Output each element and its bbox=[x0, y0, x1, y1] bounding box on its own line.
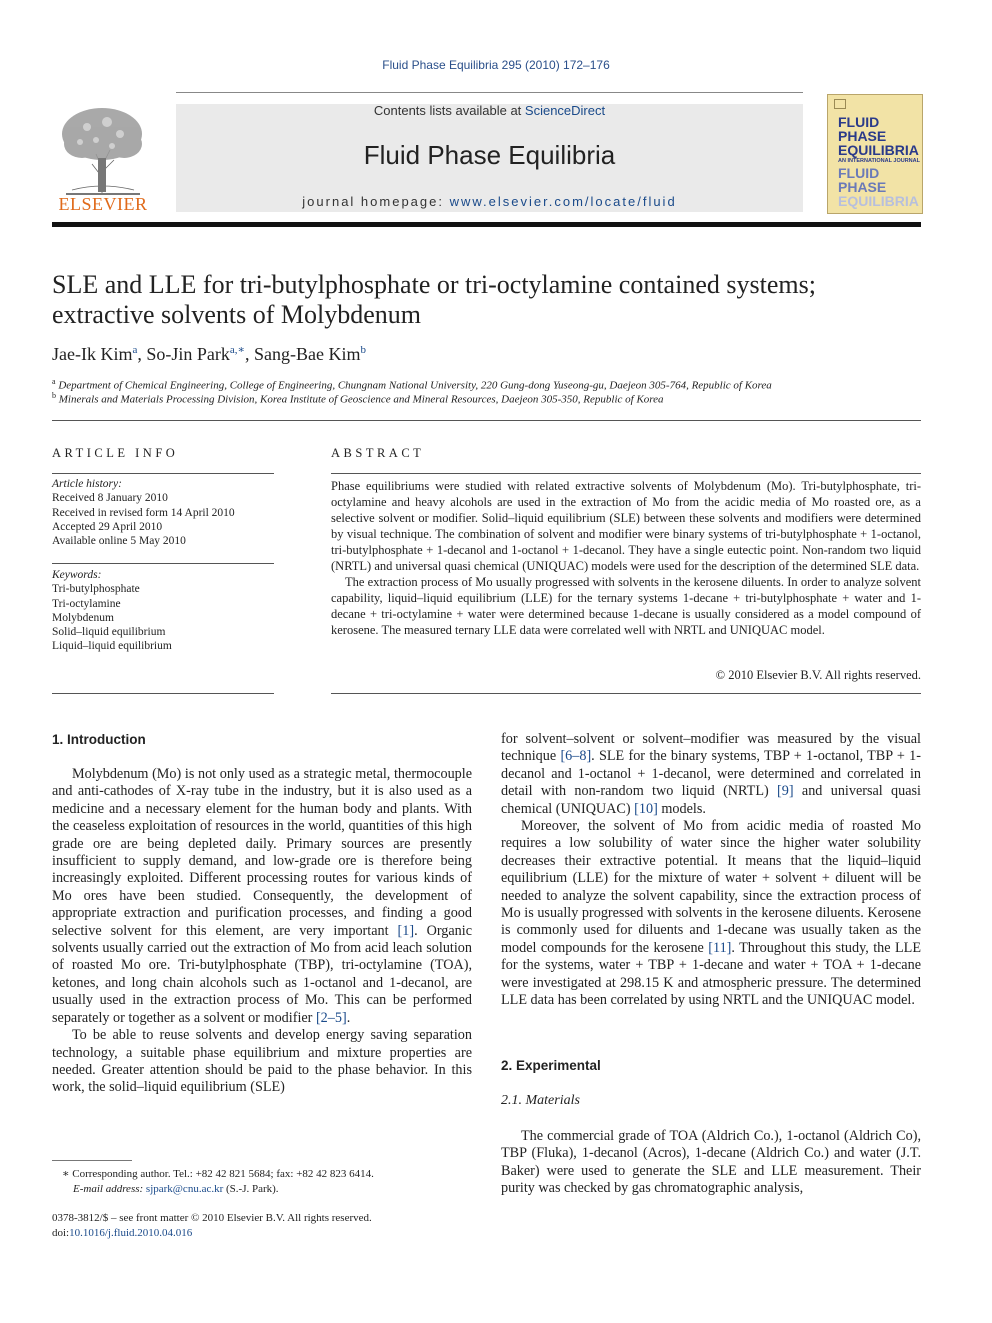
footnote-rule bbox=[52, 1160, 132, 1161]
left-column-text bbox=[52, 766, 472, 1097]
text-run: and universal quasi chemical (UNIQUAC) bbox=[501, 783, 921, 817]
citation-link[interactable]: [11] bbox=[708, 939, 732, 956]
author-affil-marker[interactable]: a,∗ bbox=[229, 344, 245, 356]
sciencedirect-link[interactable]: ScienceDirect bbox=[524, 103, 606, 118]
keywords bbox=[52, 568, 274, 654]
author-affil-marker[interactable]: a bbox=[132, 344, 138, 356]
history-received: Received 8 January 2010 bbox=[52, 492, 168, 505]
journal-title: Fluid Phase Equilibria bbox=[363, 140, 616, 170]
citation-link[interactable]: [2–5] bbox=[315, 1009, 347, 1026]
article-info-label: ARTICLE INFO bbox=[52, 446, 179, 460]
affiliation-a bbox=[52, 377, 772, 392]
materials-text bbox=[501, 1128, 921, 1198]
article-history bbox=[52, 477, 274, 548]
doi-prefix: doi: bbox=[52, 1226, 70, 1239]
cover-title bbox=[838, 115, 922, 208]
text-run: . bbox=[346, 1009, 351, 1026]
abstract-rule bbox=[331, 473, 921, 474]
keyword-item: Tri-butylphosphate bbox=[52, 583, 140, 596]
text-run: . Organic solvents usually carried out the extraction of Mo from acid leach solution of roasted Mo ore. Tri-butylphosphate (TBP), tri-octylamine (TOA), ketones, and long chain alcohols such as 1-octanol and 1-decanol, are usually used in the extraction process of Mo. This can be performed separately or together as a solvent or modifier bbox=[52, 922, 473, 1026]
corresponding-author-footnote bbox=[62, 1167, 472, 1196]
subsection-heading-materials: 2.1. Materials bbox=[501, 1093, 580, 1108]
keyword-item: Solid–liquid equilibrium bbox=[52, 626, 166, 639]
corresponding-author-text: ∗ Corresponding author. Tel.: +82 42 821 5684; fax: +82 42 823 6414. bbox=[62, 1168, 374, 1180]
homepage-line bbox=[176, 194, 803, 209]
citation-link[interactable]: [9] bbox=[777, 783, 794, 800]
text-run: models. bbox=[657, 800, 706, 817]
abstract-paragraph-1: Phase equilibriums were studied with related extractive solvents of Molybdenum (Mo). Tri-butylphosphate, tri-octylamine and heavy alcohols are used in the extraction of Mo from the acidic media of Mo roasted ore, as a selective solvent or modifier. Solid–liquid equilibrium (SLE) between these solvents and modifiers were determined by visual technique. The combination of solvent and modifier were binary systems of tri-butylphosphate + 1-octanol, tri-butylphosphate + 1-decanol and 1-octanol + 1-decanol. They have a single eutectic point. Non-random two liquid (NRTL) and universal quasi chemical (UNIQUAC) models were used for the description of the determined SLE data. bbox=[331, 479, 921, 573]
history-accepted: Accepted 29 April 2010 bbox=[52, 520, 163, 533]
author-list bbox=[52, 343, 366, 365]
email-label: E-mail address: bbox=[73, 1182, 146, 1195]
article-history-label: Article history: bbox=[52, 478, 122, 490]
citation-link[interactable]: [10] bbox=[634, 800, 658, 817]
author-name[interactable]: Sang-Bae Kim bbox=[254, 344, 361, 364]
affiliation-marker: b bbox=[52, 391, 56, 400]
homepage-link[interactable]: www.elsevier.com/locate/fluid bbox=[449, 194, 677, 209]
text-run: for solvent–solvent or solvent–modifier was measured by the visual technique bbox=[501, 731, 921, 765]
section-heading-experimental: 2. Experimental bbox=[501, 1058, 601, 1073]
section-heading-introduction: 1. Introduction bbox=[52, 732, 146, 747]
intro-paragraph-2: To be able to reuse solvents and develop energy saving separation technology, a suitable phase equilibrium and mixture properties are needed. Greater attention should be paid to the phase behavior. In this work, the solid–liquid equilibrium (SLE) bbox=[52, 1027, 472, 1096]
abstract-copyright: © 2010 Elsevier B.V. All rights reserved. bbox=[715, 668, 921, 682]
text-run: Moreover, the solvent of Mo from acidic media of roasted Mo requires a low solubility of water since the higher water solubility decreases their extractive potential. It means that the liquid–liquid equilibrium (LLE) for the mixture of water + solvent + diluent will be needed to analyze the solvent capability, since the extraction process of Mo is usually progressed with solvents in the kerosene diluents. Kerosene is commonly used for diluents and 1-decane was usually taken as the model compounds for the kerosene bbox=[501, 818, 921, 956]
abstract-text bbox=[331, 478, 921, 638]
author-name[interactable]: So-Jin Park bbox=[146, 344, 230, 364]
affiliation-text: Minerals and Materials Processing Division, Korea Institute of Geoscience and Mineral Resources, Daejeon 305-350, Republic of Korea bbox=[58, 393, 664, 406]
homepage-prefix: journal homepage: bbox=[302, 194, 450, 209]
keyword-item: Tri-octylamine bbox=[52, 597, 121, 610]
history-revised: Received in revised form 14 April 2010 bbox=[52, 506, 235, 519]
contents-prefix: Contents lists available at bbox=[373, 103, 525, 118]
text-run: . SLE for the binary systems, TBP + 1-octanol, TBP + 1-decanol and 1-octanol + 1-decanol, were determined and correlated in detail with non-random two liquid (NRTL) bbox=[501, 748, 921, 800]
affiliation-marker: a bbox=[52, 377, 56, 386]
cover-line-3: AN INTERNATIONAL JOURNAL bbox=[838, 158, 920, 164]
doi-link[interactable]: 10.1016/j.fluid.2010.04.016 bbox=[69, 1226, 193, 1239]
intro-paragraph-1 bbox=[52, 766, 472, 1027]
citation-link[interactable]: [1] bbox=[397, 922, 415, 939]
issn-line: 0378-3812/$ – see front matter © 2010 Elsevier B.V. All rights reserved. bbox=[52, 1212, 372, 1224]
cover-badge-icon bbox=[834, 99, 846, 109]
journal-cover[interactable] bbox=[827, 94, 923, 214]
abstract-label: ABSTRACT bbox=[331, 446, 425, 460]
article-title-line-1: SLE and LLE for tri-butylphosphate or tri-octylamine contained systems; bbox=[52, 270, 816, 299]
journal-reference[interactable]: Fluid Phase Equilibria 295 (2010) 172–176 bbox=[382, 58, 610, 72]
article-info-rule bbox=[52, 473, 274, 474]
keyword-item: Liquid–liquid equilibrium bbox=[52, 640, 172, 653]
cover-line-4: FLUID PHASE bbox=[838, 165, 887, 195]
cover-line-5: EQUILIBRIA bbox=[838, 193, 919, 209]
keywords-label: Keywords: bbox=[52, 569, 102, 581]
materials-paragraph: The commercial grade of TOA (Aldrich Co.), 1-octanol (Aldrich Co), TBP (Fluka), 1-decanol (Acros), 1-decane (Aldrich Co.) and water (J.T. Baker) were used to generate the SLE and LLE measurement. Their purity was checked by gas chromatographic analysis, bbox=[501, 1128, 921, 1197]
header-rule bbox=[176, 92, 803, 93]
cover-line-1: FLUID PHASE bbox=[838, 114, 887, 144]
history-online: Available online 5 May 2010 bbox=[52, 535, 186, 548]
abstract-bottom-rule bbox=[331, 693, 921, 694]
text-run: . Throughout this study, the LLE for the systems, water + TBP + 1-decane and water + TOA + 1-decane were investigated at 298.15 K and atmospheric pressure. The determined LLE data has been correlated by using NRTL and the UNIQUAC model. bbox=[501, 939, 921, 1009]
article-title bbox=[52, 270, 922, 330]
elsevier-wordmark: ELSEVIER bbox=[58, 194, 148, 214]
cover-line-2: EQUILIBRIA bbox=[838, 142, 919, 158]
author-separator: , bbox=[137, 344, 147, 364]
section-divider bbox=[52, 420, 921, 421]
affiliation-b bbox=[52, 391, 664, 406]
article-title-line-2: extractive solvents of Molybdenum bbox=[52, 300, 421, 329]
author-separator: , bbox=[245, 344, 254, 364]
intro-paragraph-3 bbox=[501, 731, 921, 818]
citation-link[interactable]: [6–8] bbox=[560, 748, 592, 765]
affiliation-text: Department of Chemical Engineering, College of Engineering, Chungnam National University, 220 Gung-dong Yuseong-gu, Daejeon 305-764, Republic of Korea bbox=[58, 379, 772, 392]
email-link[interactable]: sjpark@cnu.ac.kr bbox=[145, 1182, 224, 1195]
keywords-rule bbox=[52, 563, 274, 564]
keyword-item: Molybdenum bbox=[52, 611, 114, 624]
intro-paragraph-4 bbox=[501, 818, 921, 1009]
article-info-bottom-rule bbox=[52, 693, 274, 694]
abstract-paragraph-2: The extraction process of Mo usually progressed with solvents in the kerosene diluents. In order to analyze solvent capability, liquid–liquid equilibrium (LLE) for the ternary systems 1-decane + tri-butylphosphate + water and 1-decane + tri-octylamine + water were determined because 1-decane is usually considered as a model compound of kerosene. The measured ternary LLE data were correlated well with NRTL and UNIQUAC model. bbox=[331, 575, 921, 637]
contents-line bbox=[176, 103, 803, 118]
front-matter bbox=[52, 1211, 492, 1240]
text-run: Molybdenum (Mo) is not only used as a strategic metal, thermocouple and anti-cathodes of X-ray tube in the industry, but it is also used as a medicine and a necessary element for the human body and plants. With the ceaseless exploitation of resources in the world, quantities of this high grade ore are being depleted daily. Primary sources are presently insufficient to supply demand, and low-grade ore is therefore being increasingly exploited. Different processing routes for various kinds of Mo ores have been studied. Consequently, the development of appropriate extraction and purification processes, and finding a good selective solvent for this element, are very important bbox=[52, 766, 472, 939]
header-bottom-rule bbox=[52, 222, 921, 227]
right-column-text bbox=[501, 731, 921, 1010]
email-suffix: (S.-J. Park). bbox=[223, 1182, 279, 1195]
author-affil-marker[interactable]: b bbox=[360, 344, 366, 356]
author-name[interactable]: Jae-Ik Kim bbox=[52, 344, 133, 364]
